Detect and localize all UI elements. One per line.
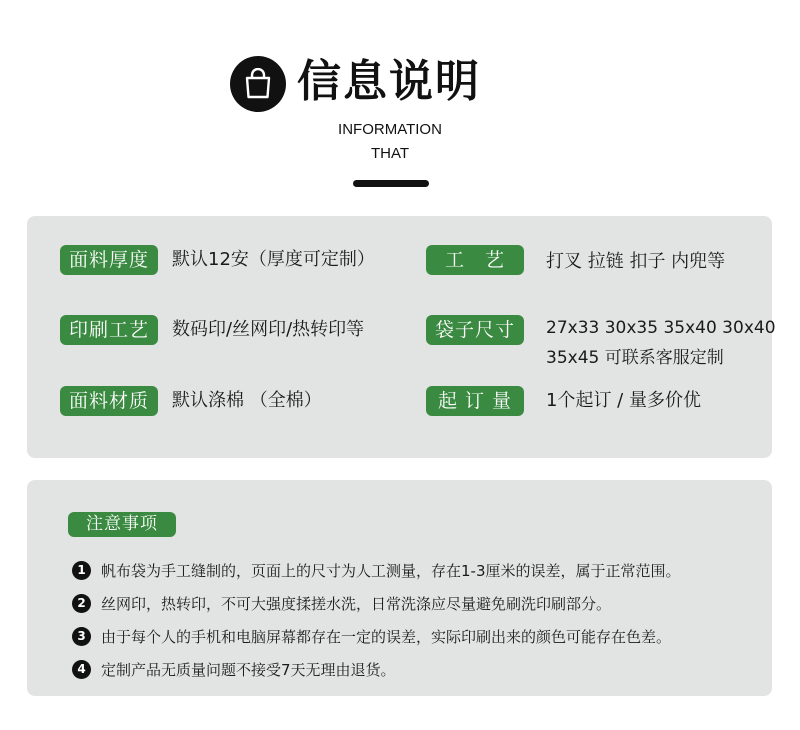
fabric-thickness-label: 面料厚度 xyxy=(60,245,158,275)
material-value: 默认涤棉 （全棉） xyxy=(172,390,322,411)
shopping-bag-icon xyxy=(230,56,286,112)
title-underline xyxy=(353,180,429,187)
number-2-icon: 2 xyxy=(72,594,91,613)
craft-value: 打叉 拉链 扣子 内兜等 xyxy=(546,251,726,272)
note-text: 丝网印，热转印，不可大强度揉搓水洗，日常洗涤应尽量避免刷洗印刷部分。 xyxy=(101,594,612,613)
number-3-icon: 3 xyxy=(72,627,91,646)
subtitle-line-2: THAT xyxy=(370,145,410,162)
page-title: 信息说明 xyxy=(297,56,481,107)
note-text: 由于每个人的手机和电脑屏幕都存在一定的误差，实际印刷出来的颜色可能存在色差。 xyxy=(101,627,672,646)
note-item xyxy=(72,625,671,647)
craft-label: 工 艺 xyxy=(426,245,524,275)
note-item xyxy=(72,592,611,614)
bag-size-value-line-2: 35x45 可联系客服定制 xyxy=(546,348,724,368)
note-item xyxy=(72,658,396,680)
notes-title: 注意事项 xyxy=(68,512,176,537)
header xyxy=(0,0,800,200)
number-4-icon: 4 xyxy=(72,660,91,679)
page-subtitle xyxy=(300,118,480,166)
note-text: 定制产品无质量问题不接受7天无理由退货。 xyxy=(101,660,396,679)
fabric-thickness-value: 默认12安（厚度可定制） xyxy=(172,249,375,270)
moq-label: 起 订 量 xyxy=(426,386,524,416)
number-1-icon: 1 xyxy=(72,561,91,580)
bag-size-value-line-1: 27x33 30x35 35x40 30x40 xyxy=(546,318,776,338)
moq-value: 1个起订 / 量多价优 xyxy=(546,390,701,411)
bag-size-label: 袋子尺寸 xyxy=(426,315,524,345)
printing-value: 数码印/丝网印/热转印等 xyxy=(172,319,365,340)
note-item xyxy=(72,559,681,581)
printing-label: 印刷工艺 xyxy=(60,315,158,345)
material-label: 面料材质 xyxy=(60,386,158,416)
note-text: 帆布袋为手工缝制的，页面上的尺寸为人工测量，存在1-3厘米的误差，属于正常范围。 xyxy=(101,561,681,580)
subtitle-line-1: INFORMATION xyxy=(338,121,442,138)
